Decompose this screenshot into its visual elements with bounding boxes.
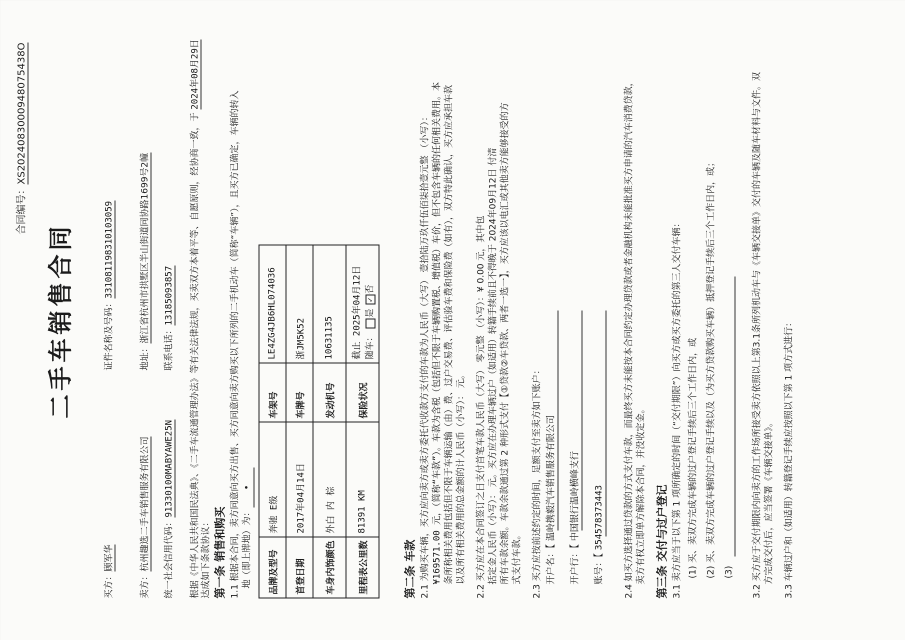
- article-3-title: 第三条 交付与过户登记: [655, 484, 668, 598]
- clause-3-1-3: (3): [724, 565, 734, 578]
- cell-value: 奔驰 E级: [259, 422, 286, 537]
- cell-label: 保险状况: [346, 363, 379, 422]
- cell-label: 车身内饰颜色: [313, 537, 346, 598]
- seller-line: 卖方：杭州趣选二手车销售服务有限公司: [140, 435, 150, 598]
- clause-2-4-b: 卖方有权立即单方解除本合同，并没收定金。: [636, 403, 646, 584]
- clause-3-2-a: 3.2 买方应于交付期限内向卖方的工作场所接受卖方依照以上第3.1条所列机动车与《车辆交接单》交付的车辆及随车材料与文件。双: [752, 71, 762, 598]
- clause-2-2-b: 括定金人民币（小写）： 元。买方应在办理车辆过户（如适用）转籍手续前且不得晚于 2024年09月12日 付清: [488, 147, 498, 584]
- buyer-address-line: 地址：浙江省杭州市拱墅区半山街道同协路1699号2幢: [140, 152, 150, 370]
- account-number-line: 账号：【 354578373443: [594, 484, 604, 584]
- clause-2-2-d: 式支付车款。: [512, 529, 522, 584]
- buyer-phone-line: 联系电话：13185093857: [164, 265, 174, 370]
- clause-1-1-b: 地（即上牌地）为：•: [242, 467, 254, 588]
- cell-value: 81391 KM: [346, 422, 379, 537]
- article-2-title: 第二条 车款: [403, 539, 416, 598]
- clause-3-1-2: (2) 买、卖双方完成车辆的过户登记手续以及（为买方贷款购买车辆）抵押登记手续后三个工作日内，或；: [706, 157, 716, 578]
- cell-label: 车架号: [259, 363, 286, 422]
- clause-3-2-b: 方完成交付后，应当签署《车辆交接单》。: [764, 417, 774, 584]
- clause-2-1-b: ¥169571.00 元，（简称“车款”）。车款为含税（包括但不限于车辆购置税、增值税）车价，但不包含车辆的任何相关费用。本: [432, 81, 442, 584]
- table-row: [259, 245, 286, 598]
- article-1-title: 第一条 销售和购买: [213, 506, 226, 598]
- clause-2-2-c: 所有车款余额。车款余款通过第 2 种形式支付【①贷款②车贷款、两者一选一】，买方应该以电汇或其他卖方能够接受的方: [500, 101, 510, 584]
- cell-value: 浙JM5K52: [286, 245, 313, 363]
- clause-2-1-d: 以及所有相关费用的总金额的计人民币（小写）： 元。: [456, 369, 466, 584]
- cell-value: 10631135: [313, 245, 346, 363]
- checkbox-empty-icon: [365, 318, 375, 328]
- clause-3-1: 3.1 卖方应当于以下第 1 项所确定的时间（“交付期限”）向买方或买方委托的第三人交付车辆：: [672, 218, 682, 598]
- insurance-expiry: 截止 2025年04月12日: [352, 265, 362, 359]
- option-3-underline: [734, 276, 735, 556]
- buyer-line: 买方：顾军华: [104, 543, 114, 598]
- seller-credit-line: 统一社会信用代码：91330100MABYAWE25N: [164, 419, 174, 598]
- clause-3-3: 3.3 车辆过户和（如适用）转籍登记手续应按照以下第 1 项方式进行：: [784, 317, 794, 598]
- account-name-underline: [557, 310, 558, 530]
- cell-label: 里程表公里数: [346, 537, 379, 598]
- clause-2-4-a: 2.4 如买方选择通过贷款的方式支付车款，而最终买方未能按本合同约定办理贷款或者金融机构未能批准买方申请的汽车消费贷款，: [624, 76, 634, 598]
- preamble: 根据《中华人民共和国民法典》、《二手车流通管理办法》等有关法律法规，买卖双方本着平等、自愿原则，经协商一致，于 2024年08月29日: [190, 38, 200, 598]
- clause-2-3: 2.3 买方应按前述约定的时间，足额支付至卖方如下账户：: [532, 364, 542, 598]
- insurance-cell: [346, 245, 379, 363]
- vessel-line: 随车： 是 ✓否: [365, 284, 375, 359]
- vehicle-table: [258, 244, 379, 598]
- page-title: 二手车销售合同: [46, 222, 74, 418]
- checkbox-checked-icon: ✓: [365, 294, 375, 304]
- clause-2-1-a: 2.1 为购买车辆，买方应向卖方或卖方委托代收款方支付的车款为人民币（大写） 壹拾陆万玖仟伍佰柒拾壹元整 （小写）：: [420, 111, 430, 598]
- cell-value: LE4ZG4JB6HL074036: [259, 245, 286, 363]
- cell-value: 2017年04月14日: [286, 422, 313, 537]
- buyer-id-line: 证件名称及号码：331081198310103059: [104, 200, 114, 370]
- cell-label: 品牌及型号: [259, 537, 286, 598]
- preamble-tail: 达成如下条款协议：: [201, 516, 211, 598]
- cell-value: 外白 内 棕: [313, 422, 346, 537]
- clause-2-1-c: 条所称相关费用包括但不限于车辆运输（由）费、过户交易费、评估验车费和保险费（如有），双方特此确认，买方应承担车款: [444, 84, 454, 584]
- table-row: [286, 245, 313, 598]
- account-name-line: 开户名：【 温岭携毅汽车销售服务有限公司: [546, 414, 556, 584]
- table-row: [346, 245, 379, 598]
- clause-3-1-1: (1) 买、卖双方完成车辆的过户登记手续后三个工作日内，或: [688, 337, 698, 578]
- cell-label: 车牌号: [286, 363, 313, 422]
- cell-label: 首登日期: [286, 537, 313, 598]
- bank-underline: [581, 310, 582, 530]
- table-row: [313, 245, 346, 598]
- account-number-underline: [605, 310, 606, 536]
- contract-number: 合同编号：XS2024083000948075438O: [16, 42, 27, 234]
- bank-line: 开户行：【 中国银行温岭横峰支行: [570, 450, 580, 584]
- clause-1-1: 1.1 根据本合同，卖方同意向买方出售、买方同意向卖方购买以下所列的二手机动车（简称“车辆”），且买方已确定，车辆的转入: [230, 89, 240, 598]
- clause-2-2-a: 2.2 买方应在本合同签订之日支付首笔车款人民币（大写） 零元整 （小写）：¥ 0.00 元，其中包: [476, 215, 486, 598]
- cell-label: 发动机号: [313, 363, 346, 422]
